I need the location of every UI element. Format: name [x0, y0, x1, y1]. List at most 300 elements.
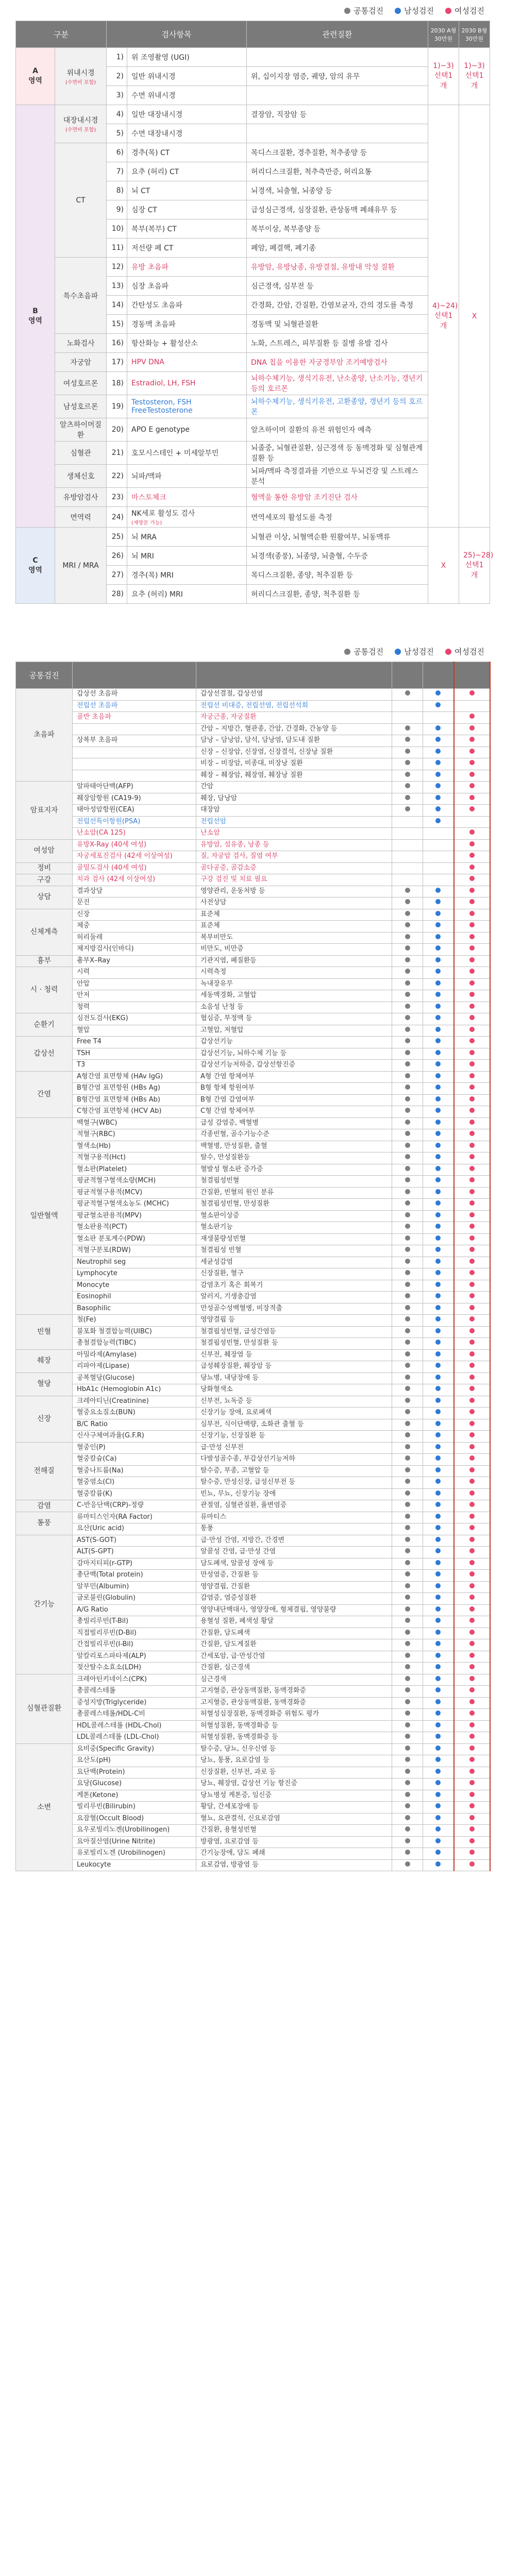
dot-pink-icon	[469, 783, 475, 788]
mark-cell-blue	[423, 1372, 454, 1384]
dot-blue-icon	[435, 1166, 441, 1171]
mark-cell-blue	[423, 1408, 454, 1419]
mark-cell-blue	[423, 1419, 454, 1431]
item-name: 총단백(Total protein)	[73, 1570, 196, 1582]
dot-pink-icon	[469, 1514, 475, 1519]
item-desc: 갑상선기능저하증, 갑상선항진증	[196, 1060, 392, 1072]
item-number: 8)	[107, 181, 127, 200]
item-number: 5)	[107, 124, 127, 143]
item-label: HPV DNA	[131, 358, 164, 366]
item-name: Neutrophil seg	[73, 1257, 196, 1268]
category-cell	[55, 507, 107, 528]
item-desc: 간암	[196, 782, 392, 793]
dot-pink-icon	[469, 865, 475, 870]
mark-cell-gray	[392, 1083, 423, 1095]
mark-cell-pink	[454, 1292, 490, 1303]
mark-cell-blue	[423, 1002, 454, 1013]
dot-pink-icon	[469, 1676, 475, 1681]
mark-cell-blue	[423, 1442, 454, 1454]
mark-cell-gray	[392, 1153, 423, 1164]
category-label: CT	[76, 196, 86, 205]
mark-cell-blue	[423, 1651, 454, 1663]
dot-blue-icon	[435, 1340, 441, 1345]
item-disease: 뇌하수체기능, 생식기유전, 난소종양, 난소기능, 갱년기 등의 호르몬	[247, 372, 428, 395]
mark-cell-blue	[423, 1153, 454, 1164]
mark-cell-pink	[454, 1002, 490, 1013]
item-number: 6)	[107, 143, 127, 162]
dot-gray-icon	[405, 1571, 410, 1577]
item-desc: 허혈성심장질환, 동맥경화증 위험도 평가	[196, 1709, 392, 1721]
mark-cell-blue	[423, 1639, 454, 1651]
mark-cell-pink	[454, 1315, 490, 1327]
mark-cell-pink	[454, 967, 490, 979]
item-name	[127, 395, 247, 418]
dot-blue-icon	[435, 1038, 441, 1043]
dot-blue-icon	[435, 1525, 441, 1530]
table-row	[16, 507, 490, 528]
item-desc: 고지혈증, 관상동맥질환, 동맥경화증	[196, 1697, 392, 1709]
dot-blue-icon	[435, 1432, 441, 1437]
table-row	[16, 1431, 490, 1443]
dot-pink-icon	[469, 1351, 475, 1357]
item-label: Testosteron, FSH FreeTestosterone	[131, 398, 193, 415]
mark-cell-gray	[392, 805, 423, 817]
mark-cell-pink	[454, 886, 490, 897]
mark-cell-pink	[454, 1767, 490, 1778]
item-name: 혈소판(Platelet)	[73, 1164, 196, 1176]
item-name: 혈색소(Hb)	[73, 1141, 196, 1153]
header-basic-desc	[196, 662, 392, 689]
item-desc: 간질환, 심근경색	[196, 1663, 392, 1674]
item-desc: 골다공증, 골감소증	[196, 862, 392, 874]
dot-pink-icon	[469, 1595, 475, 1600]
header-basic: 공통검진	[16, 662, 73, 689]
item-number: 18)	[107, 372, 127, 395]
mark-cell-gray	[392, 747, 423, 758]
dot-gray-icon	[405, 1027, 410, 1032]
item-desc: C형 간염 항체여부	[196, 1106, 392, 1118]
dot-blue-icon	[435, 1560, 441, 1565]
mark-cell-gray	[392, 1663, 423, 1674]
dot-gray-icon	[405, 1386, 410, 1391]
item-desc: 난소암	[196, 828, 392, 840]
item-name	[127, 442, 247, 465]
mark-cell-blue	[423, 1848, 454, 1860]
mark-cell-blue	[423, 1199, 454, 1211]
dot-gray-icon	[405, 1120, 410, 1125]
category-cell: 암표지자	[16, 782, 73, 840]
item-disease: 결장암, 직장암 등	[247, 105, 428, 124]
mark-cell-blue	[423, 1581, 454, 1593]
dot-gray-icon	[405, 1154, 410, 1159]
dot-pink-icon	[469, 1061, 475, 1066]
mark-cell-gray	[392, 828, 423, 840]
mark-cell-gray	[392, 1790, 423, 1802]
dot-blue-icon	[435, 1803, 441, 1808]
dot-gray-icon	[405, 1143, 410, 1148]
table-row	[16, 921, 490, 933]
mark-cell-pink	[454, 862, 490, 874]
mark-cell-gray	[392, 1002, 423, 1013]
table-row	[16, 967, 490, 979]
category-cell: 통풍	[16, 1512, 73, 1535]
item-number: 11)	[107, 239, 127, 258]
mark-cell-blue	[423, 1535, 454, 1547]
item-name: ALT(S-GPT)	[73, 1547, 196, 1558]
mark-cell-gray	[392, 1732, 423, 1744]
category-label: 남성호르몬	[63, 403, 98, 411]
dot-gray-icon	[405, 1583, 410, 1588]
dot-pink-icon	[469, 1710, 475, 1716]
dot-pink-icon	[469, 1780, 475, 1785]
dot-blue-icon	[435, 1838, 441, 1843]
item-name	[127, 528, 247, 547]
item-name: 심전도검사(EKG)	[73, 1013, 196, 1025]
mark-cell-blue	[423, 1454, 454, 1466]
dot-pink-icon	[469, 841, 475, 846]
dot-pink-icon	[469, 1224, 475, 1229]
table-row	[16, 1802, 490, 1814]
dot-pink-icon	[469, 1305, 475, 1310]
item-name: 골반 초음파	[73, 712, 196, 724]
dot-gray-icon	[405, 922, 410, 927]
category-cell: 심혈관질환	[16, 1674, 73, 1743]
mark-cell-pink	[454, 782, 490, 793]
category-note: (수면비 포함)	[65, 127, 96, 133]
dot-pink-icon	[469, 749, 475, 754]
item-number: 25)	[107, 528, 127, 547]
mark-cell-pink	[454, 1222, 490, 1234]
item-name	[127, 353, 247, 372]
item-disease: 뇌경색(종풍), 뇌종양, 뇌출혈, 수두증	[247, 547, 428, 566]
dot-gray-icon	[405, 1780, 410, 1785]
item-name	[73, 723, 196, 735]
mark-cell-blue	[423, 1663, 454, 1674]
dot-pink-icon	[469, 945, 475, 951]
item-desc: 재생불량성빈혈	[196, 1233, 392, 1245]
table-row	[16, 1245, 490, 1257]
group-letter: B	[32, 307, 38, 315]
mark-cell-gray	[392, 1315, 423, 1327]
table-row	[16, 1094, 490, 1106]
table-row	[16, 488, 490, 507]
dot-gray-icon	[405, 1212, 410, 1217]
legend-label: 남성검진	[404, 647, 434, 656]
mark-cell-pink	[454, 1396, 490, 1408]
dot-pink-icon	[469, 992, 475, 997]
dot-blue-icon	[435, 945, 441, 951]
dot-gray-icon	[405, 1537, 410, 1542]
header-basic-c1	[392, 662, 423, 689]
dot-blue-icon	[435, 1514, 441, 1519]
mark-cell-pink	[454, 1813, 490, 1825]
item-name: 요산(Uric acid)	[73, 1523, 196, 1535]
dot-pink-icon	[469, 1687, 475, 1692]
table-row	[16, 828, 490, 840]
mark-cell-pink	[454, 1419, 490, 1431]
mark-cell-pink	[454, 1500, 490, 1512]
mark-cell-gray	[392, 1454, 423, 1466]
item-name: 자궁세포진검사 (42세 이상여성)	[73, 851, 196, 863]
item-desc: 간질환, 담도계질환	[196, 1639, 392, 1651]
mark-cell-gray	[392, 689, 423, 701]
dot-gray-icon	[405, 1073, 410, 1078]
mark-cell-blue	[423, 1210, 454, 1222]
item-desc: B형 항체 항원여부	[196, 1083, 392, 1095]
dot-pink-icon	[469, 1015, 475, 1020]
mark-cell-pink	[454, 1326, 490, 1338]
item-name	[127, 124, 247, 143]
dot-pink-icon	[469, 1606, 475, 1612]
mark-cell-pink	[454, 1268, 490, 1280]
item-name: 빌리루빈(Bilirubin)	[73, 1802, 196, 1814]
dot-gray-icon	[405, 1375, 410, 1380]
category-label: 특수초음파	[63, 292, 98, 300]
item-desc: 빈뇨, 무뇨, 신장기능 장애	[196, 1488, 392, 1500]
mark-cell-blue	[423, 1813, 454, 1825]
table-row	[16, 334, 490, 353]
item-name: 요당(Glucose)	[73, 1778, 196, 1790]
mark-cell-blue	[423, 1361, 454, 1373]
item-desc: 심근경색	[196, 1674, 392, 1686]
dot-pink-icon	[469, 1235, 475, 1241]
dot-pink-icon	[469, 1525, 475, 1530]
dot-pink-icon	[469, 911, 475, 916]
mark-cell-gray	[392, 967, 423, 979]
item-name	[127, 488, 247, 507]
mark-cell-blue	[423, 1048, 454, 1060]
item-number: 27)	[107, 566, 127, 585]
mark-cell-pink	[454, 723, 490, 735]
dot-gray-icon	[405, 1096, 410, 1101]
mark-cell-pink	[454, 1581, 490, 1593]
item-desc: 혈소판기능	[196, 1222, 392, 1234]
mark-cell-pink	[454, 1071, 490, 1083]
header-plan-a: 2030 A형 30만원	[428, 21, 459, 48]
dot-gray-icon	[405, 1108, 410, 1113]
mark-cell-blue	[423, 1431, 454, 1443]
item-name: Lymphocyte	[73, 1268, 196, 1280]
item-name: 요아질산염(Urine Nitrite)	[73, 1836, 196, 1848]
mark-cell-blue	[423, 1558, 454, 1570]
dot-blue-icon	[435, 1305, 441, 1310]
item-label: 간탄성도 초음파	[131, 301, 183, 310]
dot-blue-icon	[435, 1490, 441, 1496]
legend-label: 여성검진	[454, 6, 484, 15]
item-name: 전립선특이항원(PSA)	[73, 816, 196, 828]
item-disease	[247, 86, 428, 105]
table-row	[16, 1697, 490, 1709]
mark-cell-gray	[392, 723, 423, 735]
mark-cell-blue	[423, 723, 454, 735]
category-cell	[55, 442, 107, 465]
item-name: 케톤(Ketone)	[73, 1790, 196, 1802]
dot-blue-icon	[435, 1143, 441, 1148]
dot-pink-icon	[469, 1618, 475, 1623]
dot-gray-icon	[405, 725, 410, 731]
category-cell	[55, 334, 107, 353]
dot-gray-icon	[405, 1038, 410, 1043]
dot-blue-icon	[435, 1595, 441, 1600]
item-desc: 갑상선기능	[196, 1037, 392, 1048]
category-label: 심혈관	[70, 449, 91, 457]
dot-gray-icon	[405, 1259, 410, 1264]
dot-gray-icon	[405, 1803, 410, 1808]
dot-blue-icon	[435, 1375, 441, 1380]
item-disease: 면역세포의 활성도를 측정	[247, 507, 428, 528]
dot-gray-icon	[405, 1363, 410, 1368]
mark-cell-blue	[423, 1326, 454, 1338]
item-disease: 뇌졸중, 뇌혈관질환, 심근경색 등 동맥경화 및 심혈관계 질환 등	[247, 442, 428, 465]
mark-cell-pink	[454, 1743, 490, 1755]
mark-cell-blue	[423, 747, 454, 758]
mark-cell-pink	[454, 1790, 490, 1802]
mark-cell-pink	[454, 1674, 490, 1686]
dot-pink-icon	[469, 1131, 475, 1136]
legend-bottom	[15, 641, 490, 662]
item-label: APO E genotype	[131, 426, 190, 434]
dot-blue-icon	[435, 1630, 441, 1635]
table-row	[16, 1408, 490, 1419]
mark-cell-pink	[454, 1616, 490, 1628]
item-desc: 혈소판이상증	[196, 1210, 392, 1222]
mark-cell-gray	[392, 712, 423, 724]
mark-cell-blue	[423, 828, 454, 840]
category-cell	[55, 258, 107, 334]
item-name: T3	[73, 1060, 196, 1072]
dot-blue-icon	[435, 1618, 441, 1623]
item-name: 알부민(Albumin)	[73, 1581, 196, 1593]
group-sub: 영역	[28, 77, 43, 85]
table-row	[16, 932, 490, 944]
mark-cell-gray	[392, 1639, 423, 1651]
dot-blue-icon	[435, 1664, 441, 1669]
dot-blue-icon	[435, 725, 441, 731]
dot-pink-icon	[469, 1722, 475, 1727]
item-label: 위 조영촬영 (UGI)	[131, 54, 190, 62]
dot-pink-icon	[469, 1455, 475, 1461]
mark-cell-pink	[454, 1639, 490, 1651]
dot-gray-icon	[405, 1861, 410, 1867]
category-cell: 간기능	[16, 1535, 73, 1674]
mark-cell-pink	[454, 1755, 490, 1767]
mark-cell-blue	[423, 1176, 454, 1188]
mark-cell-pink	[454, 1593, 490, 1605]
table-row	[16, 1755, 490, 1767]
item-name	[127, 200, 247, 219]
item-number: 4)	[107, 105, 127, 124]
mark-cell-gray	[392, 1245, 423, 1257]
item-desc: 철결핍성 빈혈	[196, 1245, 392, 1257]
dot-blue-icon	[435, 1583, 441, 1588]
dot-gray-icon	[405, 1293, 410, 1298]
item-number: 1)	[107, 48, 127, 67]
dot-pink-icon	[469, 1259, 475, 1264]
category-label: 위내시경	[66, 69, 95, 77]
mark-cell-pink	[454, 1859, 490, 1871]
mark-cell-blue	[423, 1268, 454, 1280]
table-row	[16, 1825, 490, 1837]
dot-blue-icon	[435, 1200, 441, 1206]
table-row	[16, 1315, 490, 1327]
item-name: 혈소판 분포계수(PDW)	[73, 1233, 196, 1245]
mark-cell-pink	[454, 689, 490, 701]
dot-gray-icon	[405, 911, 410, 916]
table-row	[16, 1048, 490, 1060]
item-name: Basophilic	[73, 1303, 196, 1315]
dot-gray-icon	[405, 1200, 410, 1206]
table-row	[16, 747, 490, 758]
item-name: 문진	[73, 897, 196, 909]
dot-gray-icon	[405, 1328, 410, 1333]
mark-cell-blue	[423, 1512, 454, 1523]
item-desc: 영양관리, 운동처방 등	[196, 886, 392, 897]
dot-blue-icon	[435, 1131, 441, 1136]
dot-blue-icon	[435, 760, 441, 765]
dot-blue-icon	[435, 992, 441, 997]
mark-cell-pink	[454, 1257, 490, 1268]
category-cell	[55, 528, 107, 604]
dot-gray-icon	[405, 749, 410, 754]
group-sub: 영역	[28, 316, 43, 325]
mark-cell-gray	[392, 1199, 423, 1211]
mark-cell-gray	[392, 851, 423, 863]
mark-cell-pink	[454, 1233, 490, 1245]
item-name	[127, 372, 247, 395]
mark-cell-blue	[423, 1245, 454, 1257]
item-name: A형간염 표면항체 (HAv IgG)	[73, 1071, 196, 1083]
dot-pink-icon	[469, 1027, 475, 1032]
dot-pink-icon	[469, 1328, 475, 1333]
item-label: 뇌 CT	[131, 187, 150, 195]
category-label: 알츠하이머질환	[59, 421, 102, 439]
mark-cell-pink	[454, 1802, 490, 1814]
dot-pink-icon	[469, 829, 475, 835]
table-row	[16, 1535, 490, 1547]
item-name	[73, 770, 196, 782]
dot-blue-icon	[435, 1548, 441, 1553]
mark-cell-blue	[423, 1616, 454, 1628]
mark-cell-gray	[392, 1129, 423, 1141]
dot-blue-icon	[435, 1328, 441, 1333]
item-name: 아밀라제(Amylase)	[73, 1349, 196, 1361]
mark-cell-pink	[454, 1558, 490, 1570]
header-basic-c2	[423, 662, 454, 689]
item-name: 알칼리포스파타제(ALP)	[73, 1651, 196, 1663]
dot-blue-icon	[435, 1687, 441, 1692]
mark-cell-gray	[392, 1651, 423, 1663]
mark-cell-blue	[423, 816, 454, 828]
mark-cell-blue	[423, 1013, 454, 1025]
mark-cell-blue	[423, 770, 454, 782]
item-name: Free T4	[73, 1037, 196, 1048]
mark-cell-gray	[392, 782, 423, 793]
item-desc: 영양결핍 등	[196, 1315, 392, 1327]
item-name	[127, 566, 247, 585]
dot-gray-icon	[405, 1699, 410, 1704]
dot-gray-icon	[405, 1757, 410, 1762]
dot-blue-icon	[435, 783, 441, 788]
mark-cell-pink	[454, 1778, 490, 1790]
dot-blue-icon	[435, 911, 441, 916]
mark-cell-gray	[392, 1292, 423, 1303]
dot-gray-icon	[405, 1131, 410, 1136]
legend-item	[344, 646, 383, 657]
mark-cell-blue	[423, 1674, 454, 1686]
mark-cell-gray	[392, 1523, 423, 1535]
dot-gray-icon	[405, 1432, 410, 1437]
mark-cell-pink	[454, 1709, 490, 1721]
